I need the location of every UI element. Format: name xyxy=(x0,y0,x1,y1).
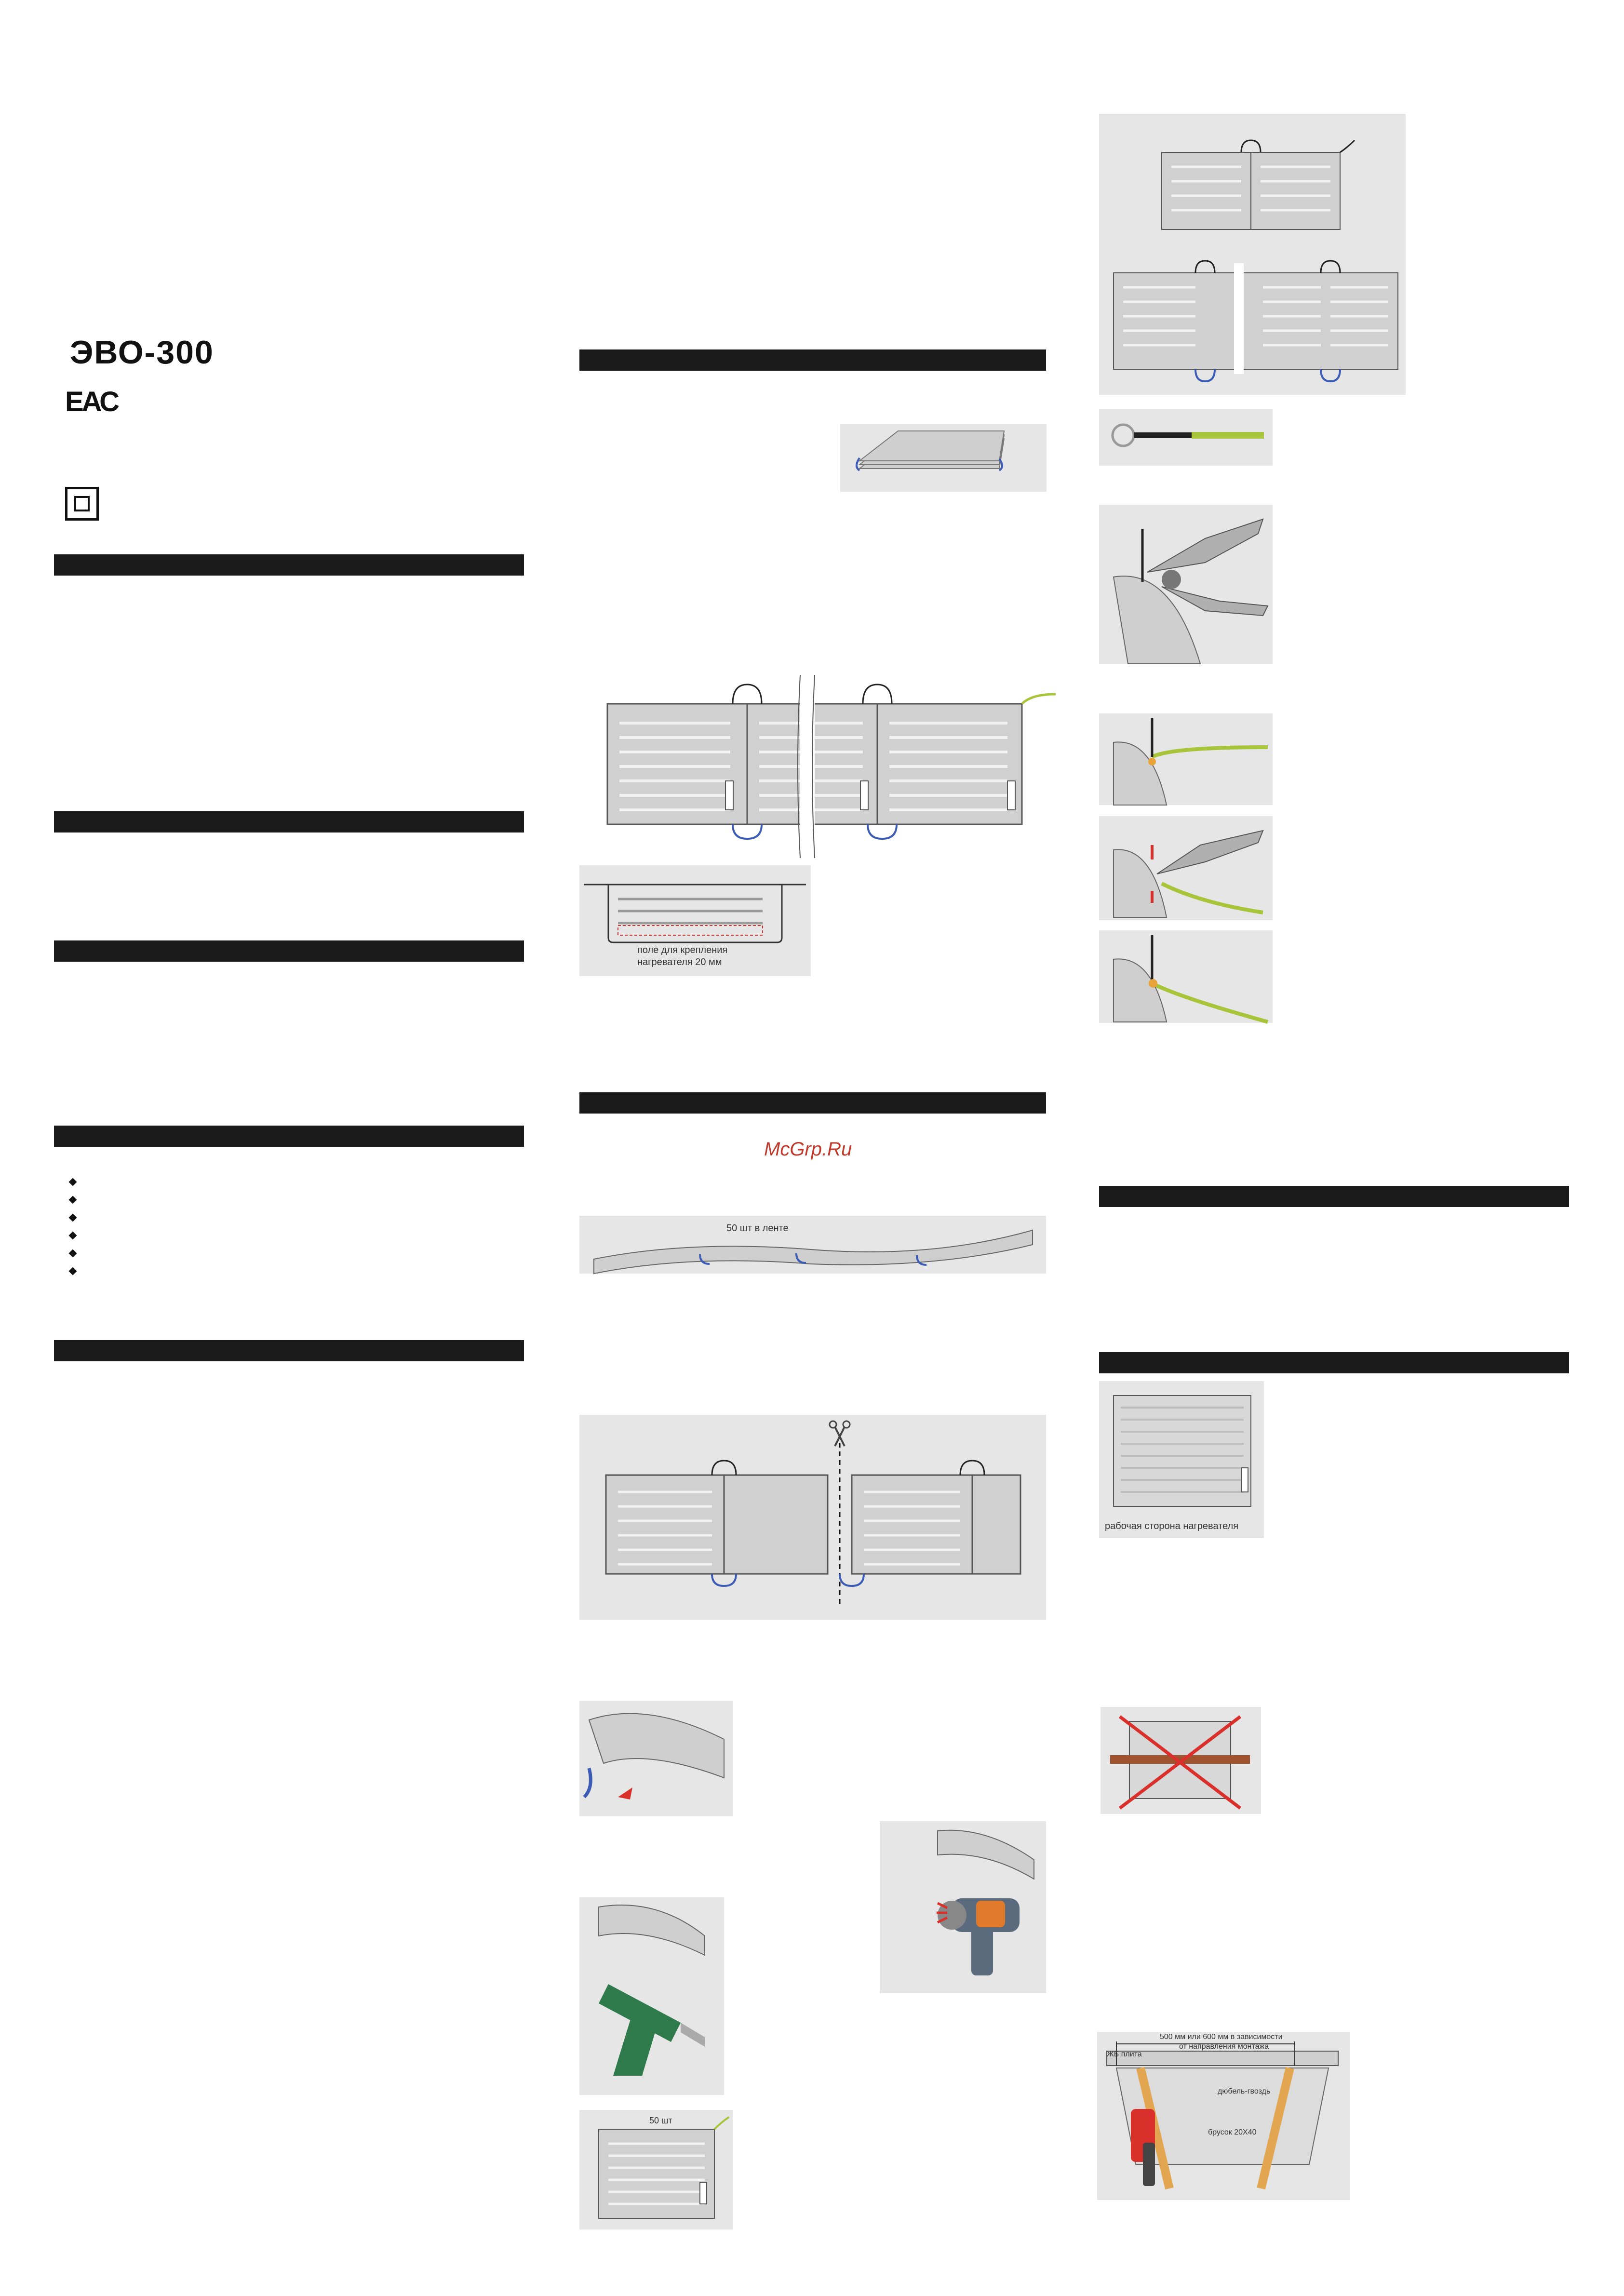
heater-chain-figure xyxy=(598,675,1056,858)
section-bar-7 xyxy=(579,1092,1046,1114)
mounting-field-figure xyxy=(579,865,811,976)
heater-50-figure xyxy=(579,2110,733,2229)
double-insulation-icon xyxy=(65,487,99,521)
span-caption-2: от направления монтажа xyxy=(1179,2042,1269,2051)
watermark: McGrp.Ru xyxy=(764,1139,852,1160)
heater-strip-figure xyxy=(579,1216,1046,1274)
list-bullet xyxy=(69,1214,77,1222)
field-caption-2: нагревателя 20 мм xyxy=(637,957,722,967)
product-title: ЭВО-300 xyxy=(70,334,214,371)
section-bar-6 xyxy=(579,349,1046,371)
crimp-step-1-figure xyxy=(1099,713,1273,805)
working-side-caption: рабочая сторона нагревателя xyxy=(1105,1521,1239,1531)
working-side-figure xyxy=(1099,1381,1264,1538)
eac-mark: ЕАС xyxy=(65,386,118,417)
section-bar-9 xyxy=(1099,1352,1569,1373)
crimp-step-3-figure xyxy=(1099,930,1273,1023)
cutting-figure xyxy=(579,1415,1046,1620)
section-bar-8 xyxy=(1099,1186,1569,1207)
section-bar-1 xyxy=(54,554,524,576)
connected-heaters-figure xyxy=(1099,114,1406,395)
bar-caption: брусок 20Х40 xyxy=(1208,2128,1257,2136)
list-bullet xyxy=(69,1196,77,1204)
dowel-caption: дюбель-гвоздь xyxy=(1218,2087,1271,2095)
crimp-pliers-figure xyxy=(1099,505,1273,664)
section-bar-5 xyxy=(54,1340,524,1361)
span-caption-1: 500 мм или 600 мм в зависимости xyxy=(1160,2033,1283,2041)
slab-caption: ЖБ плита xyxy=(1107,2050,1142,2058)
wire-terminal-figure xyxy=(1099,409,1273,466)
count-caption: 50 шт xyxy=(649,2116,672,2125)
wrong-mounting-figure xyxy=(1101,1707,1261,1814)
section-bar-4 xyxy=(54,1126,524,1147)
list-bullet xyxy=(69,1267,77,1276)
section-bar-2 xyxy=(54,811,524,832)
list-bullet xyxy=(69,1249,77,1258)
list-bullet xyxy=(69,1232,77,1240)
crimp-step-2-figure xyxy=(1099,816,1273,920)
heat-gun-figure xyxy=(880,1821,1046,1993)
heater-stack-figure xyxy=(840,424,1047,492)
strip-caption: 50 шт в ленте xyxy=(726,1223,789,1234)
field-caption-1: поле для крепления xyxy=(637,945,728,955)
list-bullet xyxy=(69,1178,77,1186)
section-bar-3 xyxy=(54,940,524,962)
insulate-end-figure xyxy=(579,1701,733,1816)
ceiling-mounting-figure xyxy=(1097,2032,1350,2200)
glue-gun-figure xyxy=(579,1897,724,2095)
